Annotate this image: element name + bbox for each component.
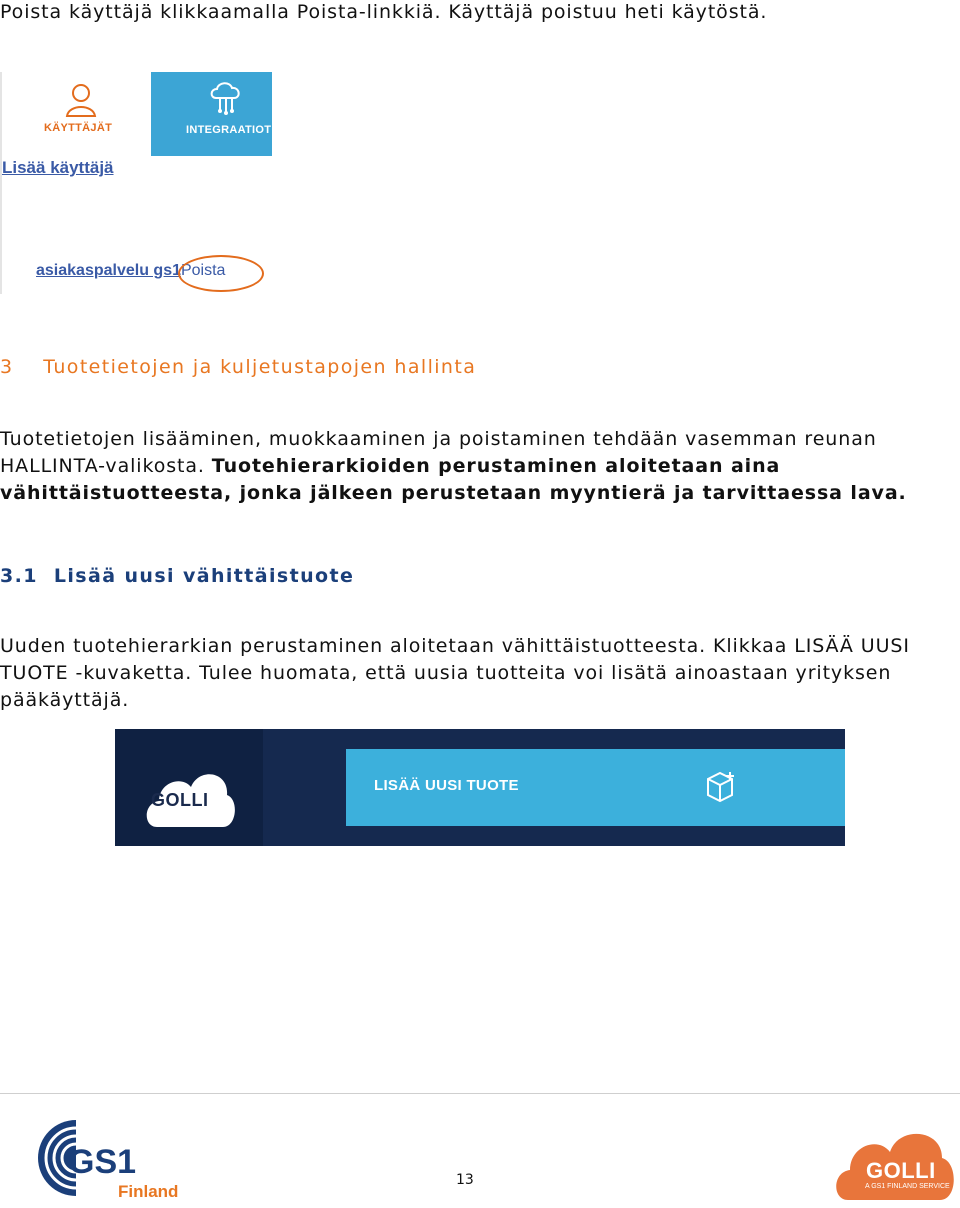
highlight-circle	[178, 255, 264, 292]
section-3-heading: 3 Tuotetietojen ja kuljetustapojen hallinta	[0, 356, 477, 378]
users-tile-label: KÄYTTÄJÄT	[44, 122, 113, 134]
integrations-tile-label: INTEGRAATIOT	[186, 124, 272, 136]
golli-footer-logo-text: GOLLI	[866, 1158, 936, 1183]
section-3-para-bold: Tuotehierarkioiden perustaminen aloitetaan aina	[211, 455, 781, 477]
cloud-network-icon	[206, 78, 246, 116]
intro-text: Poista käyttäjä klikkaamalla Poista-linkkiä. Käyttäjä poistuu heti käytöstä.	[0, 1, 768, 23]
section-3-1-para-line-1: Uuden tuotehierarkian perustaminen aloitetaan vähittäistuotteesta. Klikkaa LISÄÄ UUSI	[0, 635, 910, 657]
golli-banner-screenshot	[115, 729, 845, 846]
add-user-link[interactable]: Lisää käyttäjä	[2, 158, 114, 177]
section-3-1-heading: 3.1 Lisää uusi vähittäistuote	[0, 565, 355, 587]
golli-logo-text: GOLLI	[151, 790, 209, 810]
delete-user-link[interactable]: Poista	[180, 262, 226, 279]
users-tile[interactable]	[6, 72, 146, 156]
integrations-tile[interactable]	[151, 72, 272, 156]
section-3-1-para-line-3: pääkäyttäjä.	[0, 689, 130, 711]
user-icon	[61, 80, 101, 120]
page-number: 13	[456, 1172, 474, 1188]
add-new-product-label: LISÄÄ UUSI TUOTE	[374, 777, 519, 794]
gs1-country: Finland	[118, 1182, 179, 1201]
gs1-logo-text: GS1	[68, 1143, 137, 1181]
footer-divider	[0, 1093, 960, 1094]
add-new-product-button[interactable]	[346, 749, 845, 826]
section-3-para-line-2	[0, 453, 780, 480]
screenshot-edge	[0, 72, 2, 294]
section-3-1-para-line-2: TUOTE -kuvaketta. Tulee huomata, että uusia tuotteita voi lisätä ainoastaan yrityksen	[0, 662, 892, 684]
section-3-para-line-3: vähittäistuotteesta, jonka jälkeen perustetaan myyntierä ja tarvittaessa lava.	[0, 482, 907, 504]
golli-sidebar	[115, 729, 263, 846]
section-3-para-normal: HALLINTA-valikosta.	[0, 455, 212, 477]
box-add-icon	[704, 769, 738, 803]
golli-footer-logo-subtext: A GS1 FINLAND SERVICE	[865, 1183, 950, 1190]
user-email-link[interactable]: asiakaspalvelu gs1	[36, 262, 181, 279]
section-3-para-line-1: Tuotetietojen lisääminen, muokkaaminen ja poistaminen tehdään vasemman reunan	[0, 428, 877, 450]
users-screenshot	[0, 72, 272, 294]
